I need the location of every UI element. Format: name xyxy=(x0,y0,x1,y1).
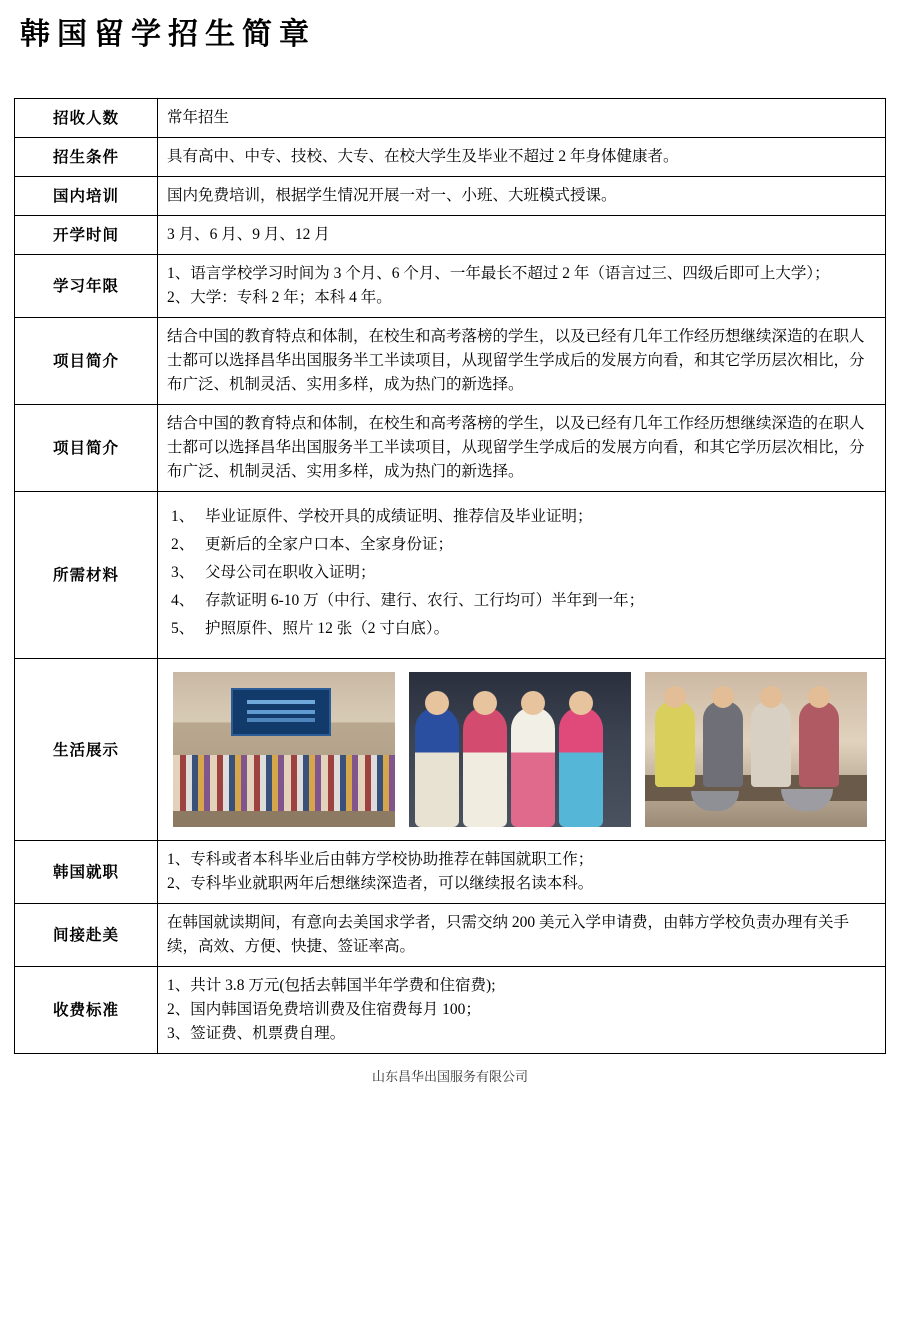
page-title: 韩国留学招生简章 xyxy=(20,17,316,52)
list-item-number: 4、 xyxy=(171,592,195,610)
row-label: 收费标准 xyxy=(15,967,158,1054)
line: 2、大学：专科 2 年；本科 4 年。 xyxy=(167,289,392,307)
list-item-text: 护照原件、照片 12 张（2 寸白底）。 xyxy=(205,620,450,638)
list-item-text: 父母公司在职收入证明； xyxy=(205,564,376,582)
stage-floor xyxy=(173,811,395,827)
list-item-text: 更新后的全家户口本、全家身份证； xyxy=(205,536,454,554)
table-row xyxy=(15,492,886,659)
table-row xyxy=(15,138,886,177)
row-content: 国内免费培训，根据学生情况开展一对一、小班、大班模式授课。 xyxy=(158,177,886,216)
row-label: 开学时间 xyxy=(15,216,158,255)
list-item-number: 3、 xyxy=(171,564,195,582)
list-item xyxy=(171,533,876,557)
table-row xyxy=(15,967,886,1054)
hanbok-figure xyxy=(415,707,459,827)
list-item-number: 5、 xyxy=(171,620,195,638)
table-row xyxy=(15,841,886,904)
row-content xyxy=(158,492,886,659)
row-content xyxy=(158,255,886,318)
student-figure xyxy=(799,701,839,787)
row-label: 间接赴美 xyxy=(15,904,158,967)
list-item xyxy=(171,589,876,613)
stage-screen xyxy=(231,688,331,736)
row-content xyxy=(158,659,886,841)
photo-cooking-class xyxy=(645,672,867,827)
table-row xyxy=(15,405,886,492)
line: 1、语言学校学习时间为 3 个月、6 个月、一年最长不超过 2 年（语言过三、四级后即可上大学）； xyxy=(167,265,830,283)
row-label: 所需材料 xyxy=(15,492,158,659)
student-figure xyxy=(703,701,743,787)
list-item-number: 1、 xyxy=(171,508,195,526)
table-row xyxy=(15,659,886,841)
hanbok-figure xyxy=(559,707,603,827)
row-content: 具有高中、中专、技校、大专、在校大学生及毕业不超过 2 年身体健康者。 xyxy=(158,138,886,177)
table-row xyxy=(15,904,886,967)
row-label: 生活展示 xyxy=(15,659,158,841)
photo-auditorium-performance xyxy=(173,672,395,827)
table-row xyxy=(15,216,886,255)
table-row xyxy=(15,255,886,318)
list-item-text: 存款证明 6-10 万（中行、建行、农行、工行均可）半年到一年； xyxy=(205,592,645,610)
row-content: 常年招生 xyxy=(158,99,886,138)
list-item xyxy=(171,505,876,529)
row-label: 项目简介 xyxy=(15,405,158,492)
row-label: 招收人数 xyxy=(15,99,158,138)
materials-list xyxy=(167,499,876,651)
line-group xyxy=(167,974,876,1046)
row-content xyxy=(158,967,886,1054)
line: 2、专科毕业就职两年后想继续深造者，可以继续报名读本科。 xyxy=(167,875,594,893)
photo-hanbok-students xyxy=(409,672,631,827)
row-content: 结合中国的教育特点和体制，在校生和高考落榜的学生，以及已经有几年工作经历想继续深造的在职人士都可以选择昌华出国服务半工半读项目，从现留学生学成后的发展方向看，和其它学历层次相比，分布广泛、机制灵活、实用多样，成为热门的新选择。 xyxy=(158,318,886,405)
list-item xyxy=(171,617,876,641)
list-item-text: 毕业证原件、学校开具的成绩证明、推荐信及毕业证明； xyxy=(205,508,593,526)
row-label: 学习年限 xyxy=(15,255,158,318)
row-label: 项目简介 xyxy=(15,318,158,405)
line-group xyxy=(167,262,876,310)
line: 3、签证费、机票费自理。 xyxy=(167,1025,346,1043)
line: 1、共计 3.8 万元(包括去韩国半年学费和住宿费); xyxy=(167,977,496,995)
table-row xyxy=(15,177,886,216)
line: 1、专科或者本科毕业后由韩方学校协助推荐在韩国就职工作； xyxy=(167,851,594,869)
student-figure xyxy=(751,701,791,787)
admissions-table xyxy=(14,98,886,1054)
hanbok-figure xyxy=(511,707,555,827)
table-row xyxy=(15,318,886,405)
row-content: 3 月、6 月、9 月、12 月 xyxy=(158,216,886,255)
list-item-number: 2、 xyxy=(171,536,195,554)
row-label: 韩国就职 xyxy=(15,841,158,904)
page-footer: 山东昌华出国服务有限公司 xyxy=(371,1069,528,1085)
line-group xyxy=(167,848,876,896)
hanbok-figure xyxy=(463,707,507,827)
row-content: 结合中国的教育特点和体制，在校生和高考落榜的学生，以及已经有几年工作经历想继续深造的在职人士都可以选择昌华出国服务半工半读项目，从现留学生学成后的发展方向看，和其它学历层次相比，分布广泛、机制灵活、实用多样，成为热门的新选择。 xyxy=(158,405,886,492)
row-label: 招生条件 xyxy=(15,138,158,177)
table-row xyxy=(15,99,886,138)
line: 2、国内韩国语免费培训费及住宿费每月 100； xyxy=(167,1001,481,1019)
photo-gallery xyxy=(167,666,876,833)
row-content xyxy=(158,841,886,904)
mixing-bowl xyxy=(691,791,739,811)
list-item xyxy=(171,561,876,585)
row-label: 国内培训 xyxy=(15,177,158,216)
row-content: 在韩国就读期间，有意向去美国求学者，只需交纳 200 美元入学申请费，由韩方学校负责办理有关手续，高效、方便、快捷、签证率高。 xyxy=(158,904,886,967)
mixing-bowl xyxy=(781,789,833,811)
student-figure xyxy=(655,701,695,787)
